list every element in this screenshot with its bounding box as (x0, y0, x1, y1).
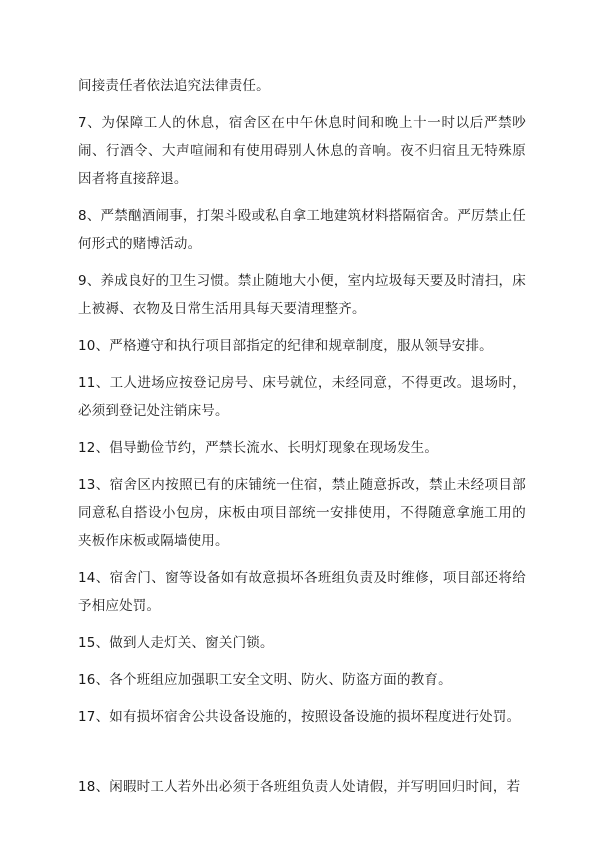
rule-item-17: 17、如有损坏宿舍公共设备设施的，按照设备设施的损坏程度进行处罚。 (78, 709, 521, 725)
rule-item-12: 12、倡导勤俭节约，严禁长流水、长明灯现象在现场发生。 (78, 440, 439, 456)
document-body (78, 72, 526, 810)
rule-item-7: 7、为保障工人的休息，宿舍区在中午休息时间和晚上十一时以后严禁吵闹、行酒令、大声喧闹和有使用碍别人休息的音响。夜不归宿且无特殊原因者将直接辞退。 (78, 115, 526, 187)
paragraph-continuation: 间接责任者依法追究法律责任。 (78, 78, 270, 94)
rule-item-18: 18、闲暇时工人若外出必须于各班组负责人处请假，并写明回归时间，若 (78, 779, 521, 795)
rule-item-8: 8、严禁酗酒闹事，打架斗殴或私自拿工地建筑材料搭隔宿舍。严厉禁止任何形式的赌博活动。 (78, 208, 526, 252)
rule-item-9: 9、养成良好的卫生习惯。禁止随地大小便，室内垃圾每天要及时清扫，床上被褥、衣物及日常生活用具每天要清理整齐。 (78, 273, 526, 317)
rule-item-14: 14、宿舍门、窗等设备如有故意损坏各班组负责及时维修，项目部还将给予相应处罚。 (78, 570, 526, 614)
rule-item-15: 15、做到人走灯关、窗关门锁。 (78, 635, 274, 651)
rule-item-16: 16、各个班组应加强职工安全文明、防火、防盗方面的教育。 (78, 672, 452, 688)
rule-item-10: 10、严格遵守和执行项目部指定的纪律和规章制度，服从领导安排。 (78, 338, 493, 354)
rule-item-13: 13、宿舍区内按照已有的床铺统一住宿，禁止随意拆改，禁止未经项目部同意私自搭设小包房，床板由项目部统一安排使用，不得随意拿施工用的夹板作床板或隔墙使用。 (78, 477, 526, 549)
rule-item-11: 11、工人进场应按登记房号、床号就位，未经同意，不得更改。退场时，必须到登记处注销床号。 (78, 375, 526, 419)
